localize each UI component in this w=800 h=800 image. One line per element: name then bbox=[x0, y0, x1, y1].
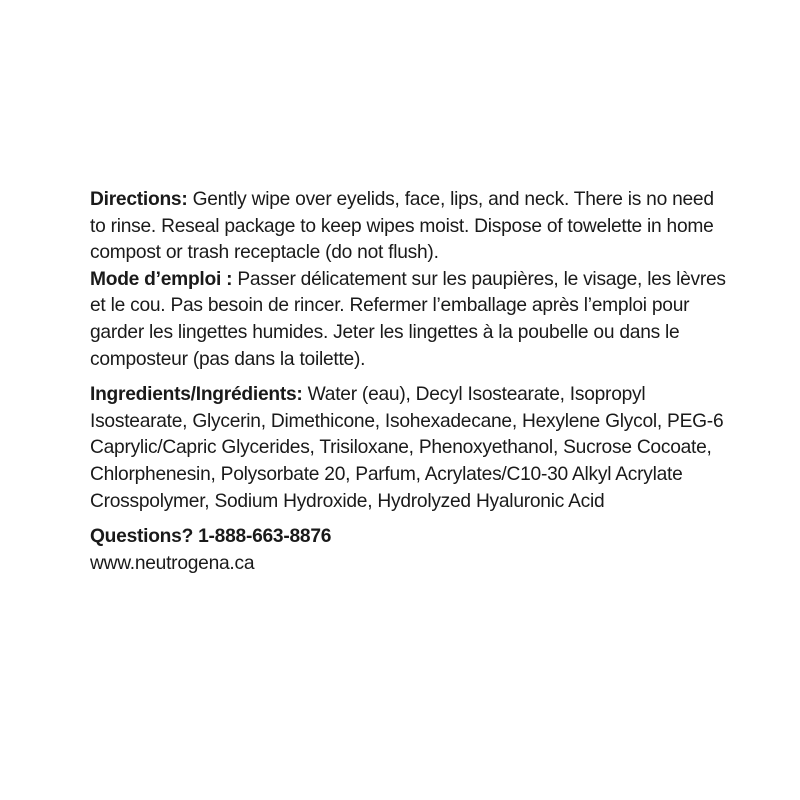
directions-text: Gently wipe over eyelids, face, lips, and neck. There is no need to rinse. Reseal package to keep wipes moist. Dispose of towelette in home compost or trash receptacle (do not flush). bbox=[90, 189, 714, 264]
website-url: www.neutrogena.ca bbox=[90, 552, 255, 574]
directions-heading: Directions: bbox=[90, 189, 188, 210]
ingredients-heading: Ingredients/Ingrédients: bbox=[90, 384, 303, 406]
mode-emploi-text: Passer délicatement sur les paupières, le visage, les lèvres et le cou. Pas besoin de rincer. Refermer l’emballage après l’emploi pour garder les lingettes humides. Jeter les lingettes à la poubelle ou dans le composteur (pas dans la toilette). bbox=[90, 268, 726, 370]
mode-emploi-heading: Mode d’emploi : bbox=[90, 268, 233, 290]
product-label-text bbox=[90, 187, 730, 577]
ingredients-paragraph bbox=[90, 382, 730, 515]
questions-line bbox=[90, 524, 730, 551]
ingredients-text: Water (eau), Decyl Isostearate, Isopropyl Isostearate, Glycerin, Dimethicone, Isohexadecane, Hexylene Glycol, PEG-6 Caprylic/Capric Glycerides, Trisiloxane, Phenoxyethanol, Sucrose Cocoate, Chlorphenesin, Polysorbate 20, Parfum, Acrylates/C10-30 Alkyl Acrylate Crosspolymer, Sodium Hydroxide, Hydrolyzed Hyaluronic Acid bbox=[90, 384, 724, 512]
mode-emploi-paragraph bbox=[90, 267, 730, 373]
website-line bbox=[90, 551, 730, 578]
directions-paragraph bbox=[90, 187, 730, 267]
questions-phone: Questions? 1-888-663-8876 bbox=[90, 526, 332, 548]
